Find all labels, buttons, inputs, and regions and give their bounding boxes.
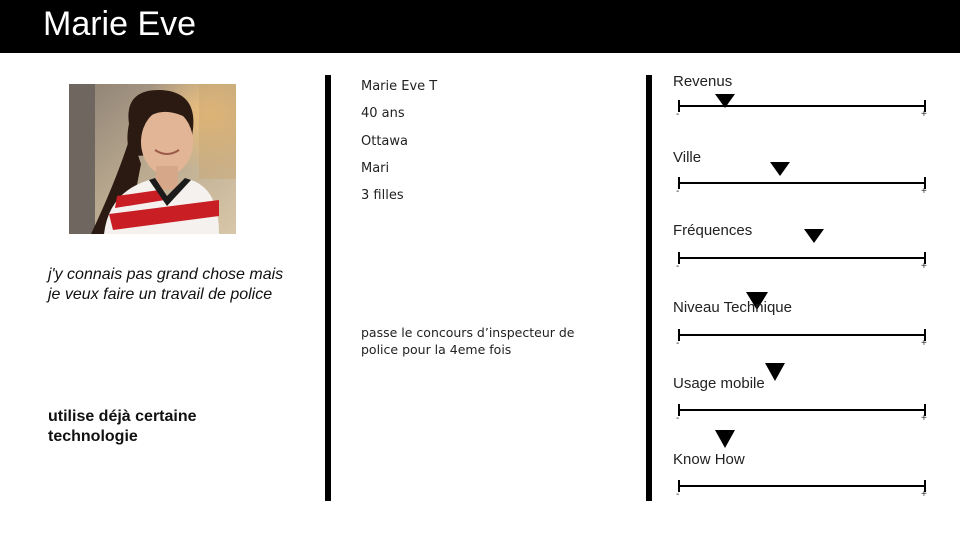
profile-children: 3 filles <box>361 188 404 204</box>
persona-photo-image <box>69 84 236 234</box>
profile-age: 40 ans <box>361 106 405 122</box>
profile-city: Ottawa <box>361 133 408 149</box>
scale-minus: - <box>676 261 680 272</box>
scale-minus: - <box>676 109 680 120</box>
scale-minus: - <box>676 338 680 349</box>
scale-plus: + <box>921 109 927 120</box>
scale-marker <box>765 363 785 381</box>
profile-name: Marie Eve T <box>361 79 438 94</box>
scale-plus: + <box>921 186 927 197</box>
scale-frequences <box>672 221 937 281</box>
scale-label: Ville <box>673 149 702 166</box>
scale-marker <box>715 430 735 448</box>
scale-usage-mobile <box>672 363 937 423</box>
scale-marker <box>804 229 824 243</box>
scale-know-how <box>672 430 937 500</box>
profile-list <box>361 78 437 214</box>
scale-line <box>678 257 926 259</box>
scale-plus: + <box>921 338 927 349</box>
scale-line <box>678 485 926 487</box>
scale-plus: + <box>921 489 927 500</box>
scale-niveau-technique <box>672 292 937 352</box>
scale-ville <box>672 148 937 208</box>
scale-label: Niveau Technique <box>673 299 792 316</box>
profile-status: Mari <box>361 160 390 176</box>
left-divider <box>325 75 331 501</box>
title-bar <box>0 0 960 53</box>
right-divider <box>646 75 652 501</box>
scale-label: Fréquences <box>673 222 753 239</box>
scale-line <box>678 105 926 107</box>
persona-photo <box>69 84 236 234</box>
persona-goal: passe le concours d’inspecteur de police pour la 4eme fois <box>361 325 575 357</box>
persona-quote: j'y connais pas grand chose mais je veux faire un travail de police <box>48 266 284 303</box>
scale-marker <box>770 162 790 176</box>
scale-label: Usage mobile <box>673 375 765 392</box>
scale-minus: - <box>676 186 680 197</box>
scale-plus: + <box>921 261 927 272</box>
scale-label: Know How <box>673 451 745 468</box>
page-title: Marie Eve <box>43 5 197 43</box>
scale-line <box>678 334 926 336</box>
scale-label: Revenus <box>673 73 733 90</box>
scale-line <box>678 182 926 184</box>
tech-note: utilise déjà certaine technologie <box>48 408 197 445</box>
scale-minus: - <box>676 489 680 500</box>
scale-plus: + <box>921 413 927 424</box>
scale-minus: - <box>676 413 680 424</box>
scale-revenus <box>672 72 937 132</box>
scale-line <box>678 409 926 411</box>
